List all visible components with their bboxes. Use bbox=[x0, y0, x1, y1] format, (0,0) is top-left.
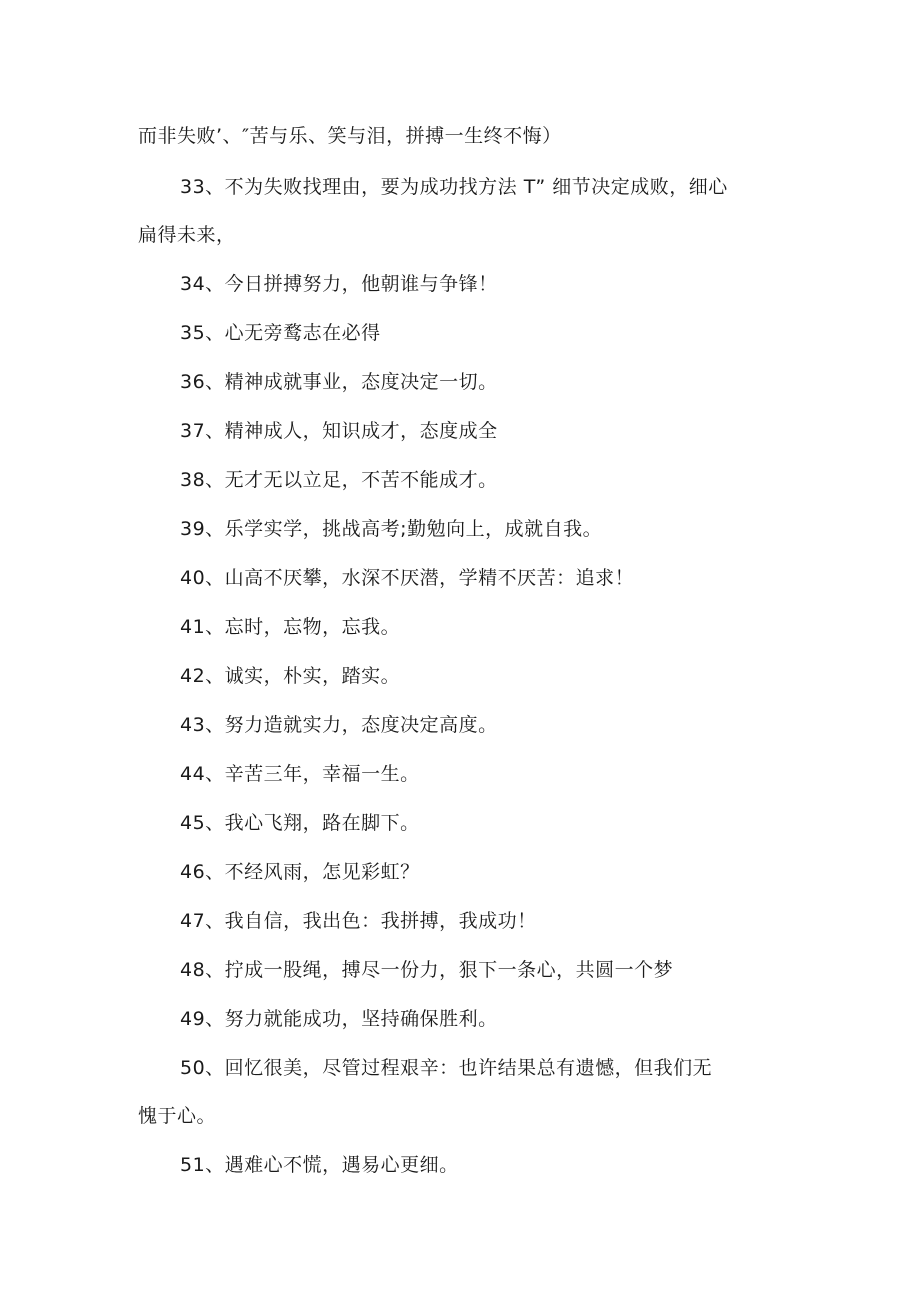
text-line-43: 43、努力造就实力，态度决定高度。 bbox=[180, 714, 498, 736]
text-line-37: 37、精神成人，知识成才，态度成全 bbox=[180, 420, 498, 442]
text-line-38: 38、无才无以立足，不苦不能成才。 bbox=[180, 469, 498, 491]
text-line-50-cont: 愧于心。 bbox=[138, 1105, 217, 1127]
text-line-42: 42、诚实，朴实，踏实。 bbox=[180, 665, 401, 687]
text-line-45: 45、我心飞翔，路在脚下。 bbox=[180, 812, 420, 834]
text-line-44: 44、辛苦三年，幸福一生。 bbox=[180, 763, 420, 785]
text-line-33: 33、不为失败找理由，要为成功找方法 T” 细节决定成败，细心 bbox=[180, 176, 728, 198]
text-line-48: 48、拧成一股绳，搏尽一份力，狠下一条心，共圆一个梦 bbox=[180, 959, 674, 981]
text-line-46: 46、不经风雨，怎见彩虹？ bbox=[180, 861, 420, 883]
text-line-36: 36、精神成就事业，态度决定一切。 bbox=[180, 371, 498, 393]
text-line-49: 49、努力就能成功，坚持确保胜利。 bbox=[180, 1008, 498, 1030]
text-line-47: 47、我自信，我出色：我拼搏，我成功！ bbox=[180, 910, 537, 932]
text-line-50: 50、回忆很美，尽管过程艰辛：也许结果总有遗憾，但我们无 bbox=[180, 1057, 713, 1079]
text-line-35: 35、心无旁鹜志在必得 bbox=[180, 322, 381, 344]
text-line-51: 51、遇难心不慌，遇易心更细。 bbox=[180, 1154, 459, 1176]
text-line-39: 39、乐学实学，挑战高考;勤勉向上，成就自我。 bbox=[180, 518, 603, 540]
text-line-34: 34、今日拼搏努力，他朝谁与争锋！ bbox=[180, 273, 498, 295]
text-line-continuation-32: 而非失败’、″苦与乐、笑与泪，拼搏一生终不悔） bbox=[138, 125, 562, 147]
text-line-41: 41、忘时，忘物，忘我。 bbox=[180, 616, 401, 638]
text-line-33-cont: 扁得未来， bbox=[138, 224, 236, 246]
text-line-40: 40、山高不厌攀，水深不厌潜，学精不厌苦：追求！ bbox=[180, 567, 635, 589]
